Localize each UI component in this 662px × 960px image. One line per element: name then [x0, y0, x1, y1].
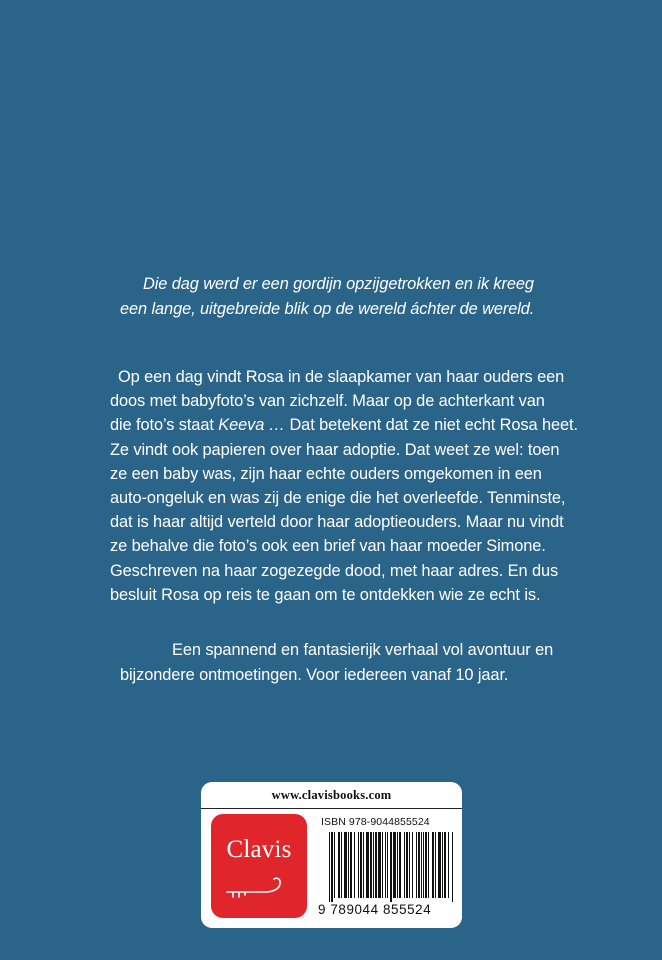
barcode-bar	[438, 832, 441, 898]
synopsis-line: Op een dag vindt Rosa in de slaapkamer van haar ouders een	[118, 368, 565, 386]
barcode-bar	[418, 832, 420, 898]
barcode-bar	[387, 832, 388, 898]
barcode-bar	[363, 832, 364, 898]
quote-line: Die dag werd er een gordijn opzijgetrokken en ik kreeg	[143, 275, 534, 293]
name-keeva: Keeva …	[218, 416, 285, 435]
synopsis-line: Ze vindt ook papieren over haar adoptie. Dat weet ze wel: toen	[110, 440, 560, 459]
barcode-bar	[344, 832, 347, 898]
barcode-bar	[435, 832, 436, 898]
barcode-bar	[360, 832, 362, 898]
barcode-bar	[331, 832, 333, 902]
quote-line: een lange, uitgebreide blik op de wereld áchter de wereld.	[120, 299, 535, 318]
synopsis-line: Geschreven na haar zogezegde dood, met haar adres. En dus	[110, 561, 559, 580]
barcode-bar	[354, 832, 355, 898]
barcode-bar	[334, 832, 335, 898]
barcode-bar	[370, 832, 372, 898]
barcode-bar	[397, 832, 398, 898]
synopsis-line	[110, 413, 580, 437]
barcode-bar	[358, 832, 359, 898]
tagline-line: Een spannend en fantasierijk verhaal vol avontuur en	[172, 641, 554, 659]
barcode-bar	[416, 832, 417, 898]
barcode-bar	[432, 832, 434, 898]
barcode-bar	[338, 832, 340, 898]
synopsis-line: besluit Rosa op reis te gaan om te ontdekken wie ze echt is.	[110, 585, 541, 604]
barcode-bar	[444, 832, 446, 898]
synopsis-text: die foto’s staat	[110, 416, 219, 435]
synopsis-line: doos met babyfoto’s van zichzelf. Maar op de achterkant van	[110, 392, 545, 411]
synopsis-line: ze behalve die foto’s ook een brief van haar moeder Simone.	[110, 537, 546, 556]
logo-text: Clavis	[226, 836, 292, 863]
publisher-logo	[211, 814, 307, 918]
synopsis-line: dat is haar altijd verteld door haar adoptieouders. Maar nu vindt	[110, 513, 564, 532]
barcode-bar	[350, 832, 352, 898]
barcode-bar	[366, 832, 369, 898]
synopsis	[110, 365, 580, 607]
barcode-bar	[428, 832, 429, 898]
barcode	[329, 832, 453, 902]
isbn-text: ISBN 978-9044855524	[321, 816, 430, 828]
barcode-bar	[421, 832, 422, 898]
barcode-bar	[341, 832, 342, 898]
barcode-bar	[385, 832, 386, 898]
barcode-bar	[393, 832, 396, 898]
barcode-bar	[404, 832, 405, 898]
publisher-label	[201, 782, 462, 928]
barcode-bar	[442, 832, 443, 898]
barcode-bar	[390, 832, 392, 902]
barcode-bar	[375, 832, 377, 898]
intro-quote	[120, 272, 580, 321]
barcode-bar	[452, 832, 453, 902]
barcode-bar	[348, 832, 349, 898]
synopsis-line: auto-ongeluk en was zij de enige die het overleefde. Tenminste,	[110, 489, 566, 508]
barcode-bar	[329, 832, 330, 902]
tagline	[120, 638, 580, 687]
synopsis-line: ze een baby was, zijn haar echte ouders omgekomen in een	[110, 464, 542, 483]
barcode-bar	[373, 832, 374, 898]
barcode-bar	[412, 832, 413, 898]
barcode-bar	[382, 832, 383, 898]
key-icon	[225, 876, 287, 902]
barcode-bar	[399, 832, 401, 898]
barcode-bar	[409, 832, 410, 898]
barcode-bar	[423, 832, 424, 898]
publisher-url: www.clavisbooks.com	[271, 788, 392, 802]
label-divider	[201, 808, 462, 809]
barcode-digits: 9 789044 855524	[318, 902, 432, 917]
barcode-bar	[378, 832, 381, 898]
synopsis-text: Dat betekent dat ze niet echt Rosa heet.	[284, 416, 578, 435]
tagline-line: bijzondere ontmoetingen. Voor iedereen vanaf 10 jaar.	[120, 665, 509, 684]
barcode-bar	[425, 832, 427, 898]
barcode-bar	[448, 832, 449, 898]
barcode-bar	[406, 832, 408, 898]
